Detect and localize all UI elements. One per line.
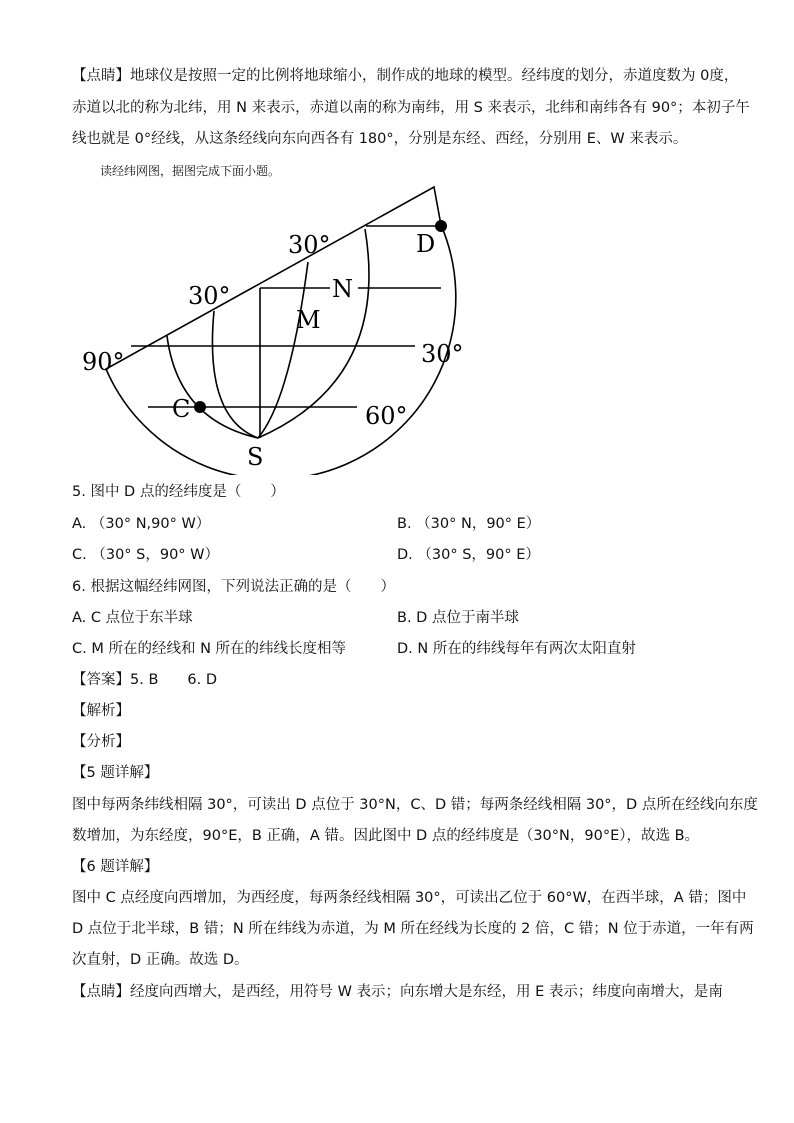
label-c: C xyxy=(172,395,191,423)
q5-stem: 5. 图中 D 点的经纬度是（ ） xyxy=(72,484,285,500)
q5-option-b: B. （30° N，90° E） xyxy=(397,516,541,532)
label-left-30: 30° xyxy=(188,282,231,310)
q6-option-d: D. N 所在的纬线每年有两次太阳直射 xyxy=(397,641,636,657)
label-right-30: 30° xyxy=(421,340,464,368)
q5-option-d: D. （30° S，90° E） xyxy=(397,547,540,563)
q6-option-a: A. C 点位于东半球 xyxy=(72,610,193,626)
label-d: D xyxy=(416,230,436,258)
label-left-90: 90° xyxy=(82,348,125,376)
hemisphere-arc xyxy=(106,187,456,475)
q6-detail-line-1: 图中 C 点经度向西增加，为西经度，每两条经线相隔 30°，可读出乙位于 60°W，在西半球，A 错；图中 xyxy=(72,890,747,906)
q6-detail-header: 【6 题详解】 xyxy=(72,859,159,875)
q5-option-a: A. （30° N,90° W） xyxy=(72,516,211,532)
q5-detail-line-1: 图中每两条纬线相隔 30°，可读出 D 点位于 30°N，C、D 错；每两条经线相隔 30°，D 点所在经线向东度 xyxy=(72,797,758,813)
point-d xyxy=(435,220,447,232)
meridian-2 xyxy=(212,311,258,438)
q5-detail-line-2: 数增加，为东经度，90°E，B 正确，A 错。因此图中 D 点的经纬度是（30°N，90°E），故选 B。 xyxy=(72,828,700,844)
label-n: N xyxy=(332,275,353,303)
analysis-header: 【解析】 xyxy=(72,703,130,719)
fenxi-header: 【分析】 xyxy=(72,734,130,750)
intro-line-2: 赤道以北的称为北纬，用 N 来表示，赤道以南的称为南纬，用 S 来表示，北纬和南纬各有 90°；本初子午 xyxy=(72,100,750,116)
intro-line-3: 线也就是 0°经线，从这条经线向东向西各有 180°，分别是东经、西经，分别用 E、W 来表示。 xyxy=(72,131,688,147)
q5-detail-header: 【5 题详解】 xyxy=(72,765,159,781)
q5-option-c: C. （30° S，90° W） xyxy=(72,547,220,563)
answer-line: 【答案】5. B 6. D xyxy=(72,672,217,688)
label-top-30: 30° xyxy=(288,231,331,259)
question-prompt: 读经纬网图，据图完成下面小题。 xyxy=(100,164,281,178)
intro-line-1: 【点睛】地球仪是按照一定的比例将地球缩小，制作成的地球的模型。经纬度的划分，赤道度数为 0度， xyxy=(72,68,739,84)
q6-option-c: C. M 所在的经线和 N 所在的纬线长度相等 xyxy=(72,641,347,657)
graticule-diagram xyxy=(80,180,480,475)
q6-detail-line-2: D 点位于北半球，B 错；N 所在纬线为赤道，为 M 所在经线为长度的 2 倍，C 错；N 位于赤道，一年有两 xyxy=(72,921,754,937)
point-c xyxy=(194,401,206,413)
q6-detail-line-3: 次直射，D 正确。故选 D。 xyxy=(72,952,249,968)
q6-option-b: B. D 点位于南半球 xyxy=(397,610,519,626)
tip-line: 【点睛】经度向西增大，是西经，用符号 W 表示；向东增大是东经，用 E 表示；纬度向南增大，是南 xyxy=(72,984,723,1000)
q6-stem: 6. 根据这幅经纬网图，下列说法正确的是（ ） xyxy=(72,579,395,595)
label-right-60: 60° xyxy=(365,402,408,430)
label-m: M xyxy=(296,306,321,334)
label-s: S xyxy=(247,443,264,471)
